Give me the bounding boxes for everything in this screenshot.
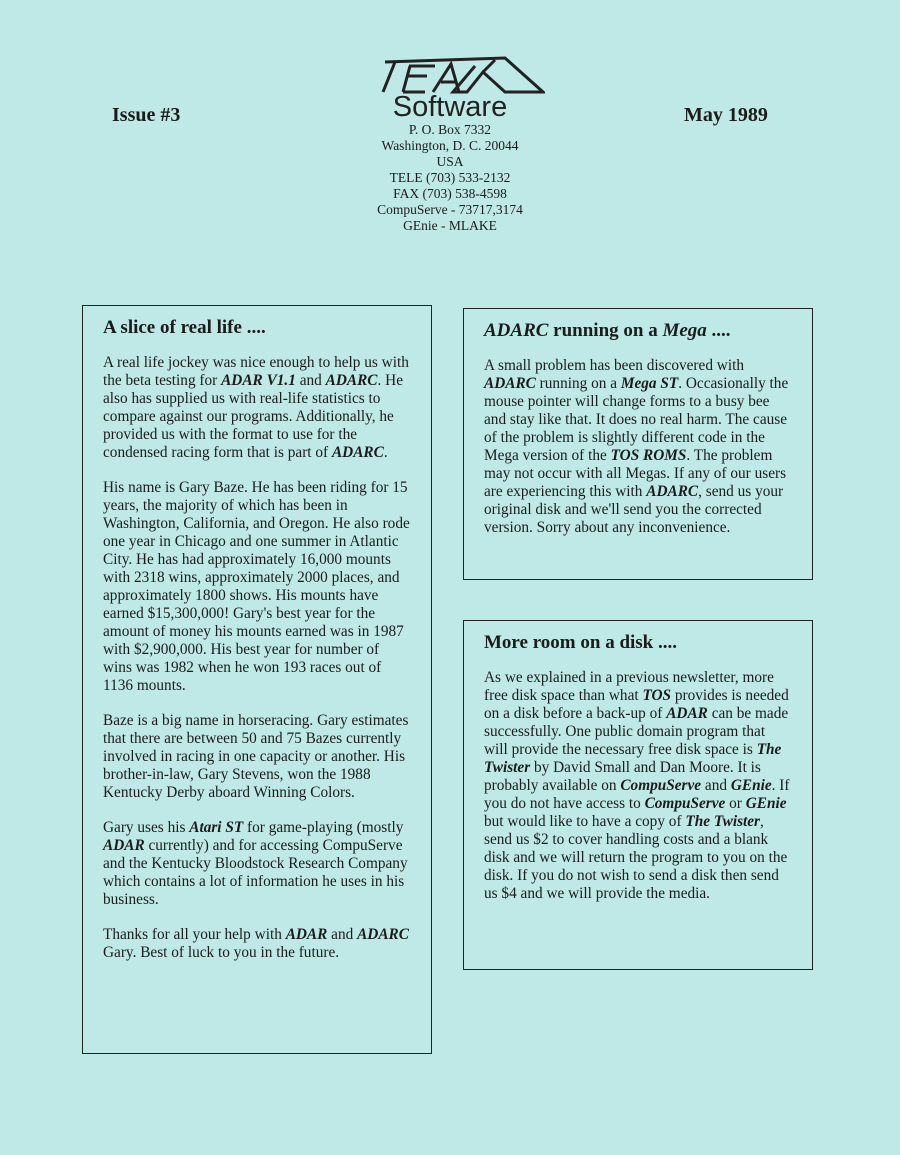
article-paragraph: Gary uses his Atari ST for game-playing (mostly ADAR currently) and for accessing CompuServe and the Kentucky Bloodstock Research Company which contains a lot of information he uses in his business. (103, 819, 408, 908)
address-line: USA (436, 154, 464, 169)
genie-id: GEnie - MLAKE (403, 218, 497, 233)
address-block (350, 122, 550, 234)
article-title: A slice of real life .... (103, 317, 266, 338)
article-paragraph: As we explained in a previous newsletter, more free disk space than what TOS provides is needed on a disk before a back-up of ADAR can be made successfully. One public domain program that will provide the necessary free disk space is The Twister by David Small and Dan Moore. It is probably available on CompuServe and GEnie. If you do not have access to CompuServe or GEnie but would like to have a copy of The Twister, send us $2 to cover handling costs and a blank disk and we will return the program to you on the disk. If you do not wish to send a disk then send us $4 and we will provide the media. (484, 669, 790, 902)
article-paragraph: Thanks for all your help with ADAR and ADARC Gary. Best of luck to you in the future. (103, 926, 409, 961)
fax: FAX (703) 538-4598 (393, 186, 507, 201)
compuserve-id: CompuServe - 73717,3174 (377, 202, 523, 217)
team-logo (355, 52, 545, 96)
article-paragraph: A real life jockey was nice enough to help us with the beta testing for ADAR V1.1 and ADARC. He also has supplied us with real-life statistics to compare against our programs. Additionally, he provided us with the format to use for the condensed racing form that is part of ADARC. (103, 354, 409, 461)
article-slice-of-real-life (82, 305, 432, 1054)
company-name: Software (392, 91, 508, 123)
article-adarc-on-mega (463, 308, 813, 580)
article-paragraph: Baze is a big name in horseracing. Gary estimates that there are between 50 and 75 Bazes currently involved in racing in one capacity or another. His brother-in-law, Gary Stevens, won the 1988 Kentucky Derby aboard Winning Colors. (103, 712, 409, 801)
article-paragraph: A small problem has been discovered with ADARC running on a Mega ST. Occasionally the mouse pointer will change forms to a busy bee and stay like that. It does no real harm. The cause of the problem is slightly different code in the Mega version of the TOS ROMS. The problem may not occur with all Megas. If any of our users are experiencing this with ADARC, send us your original disk and we'll send you the corrected version. Sorry about any inconvenience. (484, 357, 789, 536)
telephone: TELE (703) 533-2132 (389, 170, 511, 185)
article-title: ADARC running on a Mega .... (484, 320, 731, 341)
article-paragraph: His name is Gary Baze. He has been riding for 15 years, the majority of which has been in Washington, California, and Oregon. He also rode one year in Chicago and one summer in Atlantic City. He has had approximately 16,000 mounts with 2318 wins, approximately 2000 places, and approximately 1800 shows. His mounts have earned $15,300,000! Gary's best year for the amount of money his mounts earned was in 1987 with $2,900,000. His best year for number of wins was 1982 when he won 193 races out of 1136 mounts. (103, 479, 410, 694)
address-line: P. O. Box 7332 (408, 122, 492, 137)
article-more-room-on-disk (463, 620, 813, 970)
issue-number: Issue #3 (112, 104, 181, 126)
article-title: More room on a disk .... (484, 632, 677, 653)
masthead (350, 52, 550, 234)
address-line: Washington, D. C. 20044 (381, 138, 519, 153)
issue-date: May 1989 (684, 104, 768, 126)
